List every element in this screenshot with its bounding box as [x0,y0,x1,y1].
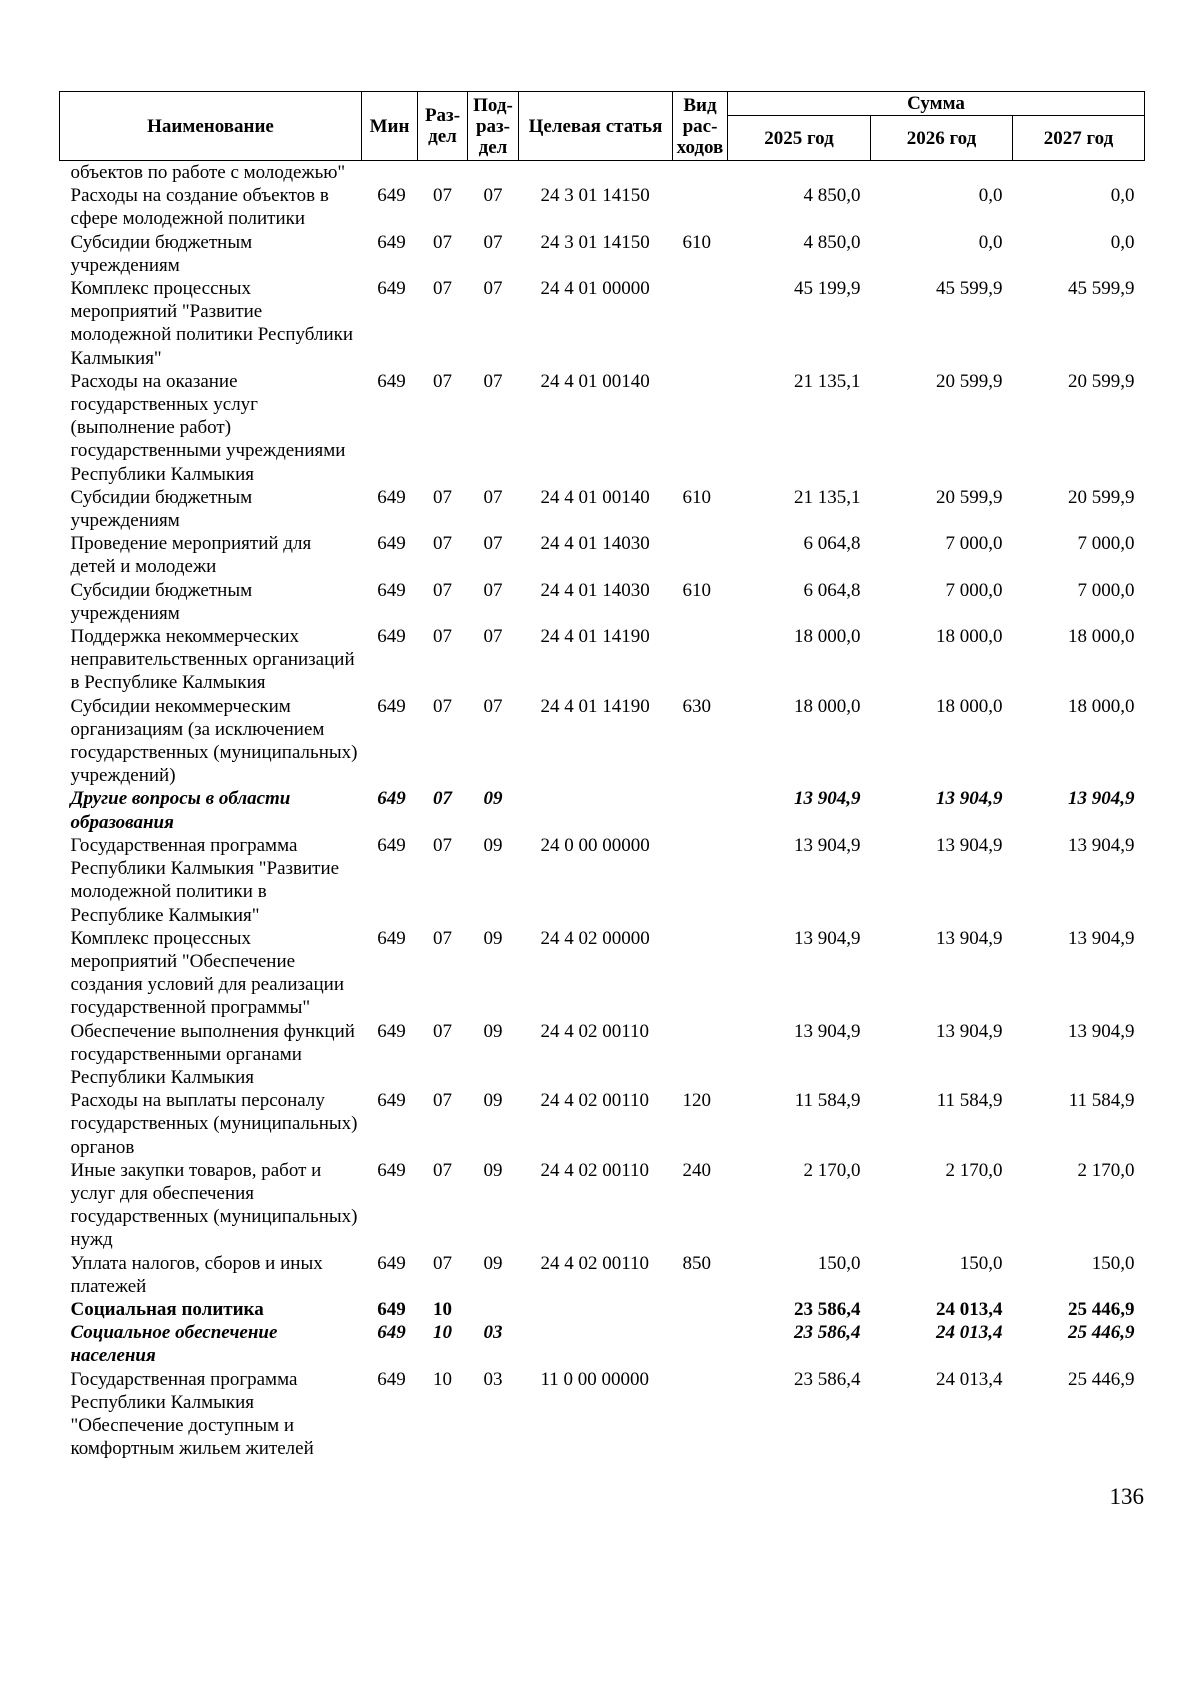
cell-name: Проведение мероприятий для детей и молодежи [70,533,312,578]
cell-podrazdel: 03 [483,1322,503,1344]
cell-2026: 7 000,0 [945,533,1003,555]
cell-podrazdel: 07 [483,231,503,253]
cell-celevaya-statya: 24 3 01 14150 [540,231,650,253]
table-row [60,1321,1145,1367]
cell-2027: 13 904,9 [1068,927,1135,949]
cell-razdel: 07 [433,834,452,856]
cell-celevaya-statya: 24 4 02 00110 [540,1020,650,1042]
cell-2027: 7 000,0 [1077,579,1135,601]
cell-vid-rashodov: 610 [682,231,711,253]
table-row [60,231,1145,277]
cell-podrazdel: 09 [483,1252,503,1274]
cell-name: Государственная программа Республики Калмыкия "Развитие молодежной политики в Республике Калмыкия" [70,834,340,926]
cell-min: 649 [377,278,406,300]
cell-razdel: 07 [433,1020,452,1042]
cell-name: Уплата налогов, сборов и иных платежей [70,1252,323,1297]
cell-2027: 45 599,9 [1068,278,1135,300]
cell-2025: 4 850,0 [803,231,861,253]
cell-razdel: 07 [433,278,452,300]
cell-celevaya-statya [519,1321,673,1367]
cell-2025: 23 586,4 [794,1322,861,1344]
table-row [60,370,1145,486]
cell-2027: 25 446,9 [1068,1298,1135,1320]
cell-podrazdel: 09 [483,834,503,856]
cell-name: Расходы на создание объектов в сфере молодежной политики [70,185,329,230]
cell-celevaya-statya: 24 4 02 00110 [540,1090,650,1112]
cell-2025: 18 000,0 [794,695,861,717]
table-header [60,92,1145,161]
cell-2026: 150,0 [959,1252,1003,1274]
cell-vid-rashodov: 630 [682,695,711,717]
budget-table [59,91,1145,1460]
cell-razdel: 07 [433,1159,452,1181]
cell-2025: 23 586,4 [794,1368,861,1390]
cell-name: Поддержка некоммерческих неправительственных организаций в Республике Калмыкия [70,626,355,694]
cell-name: Социальное обеспечение населения [70,1322,278,1367]
table-row [60,1020,1145,1090]
cell-celevaya-statya: 24 4 01 14030 [540,533,650,555]
cell-2026: 0,0 [978,185,1003,207]
cell-razdel: 07 [433,370,452,392]
cell-2025: 6 064,8 [803,533,861,555]
table-row [60,927,1145,1020]
cell-2025 [728,161,871,185]
cell-vid-rashodov [673,1020,728,1090]
cell-2026: 24 013,4 [936,1322,1003,1344]
cell-min: 649 [377,834,406,856]
cell-razdel: 07 [433,788,452,810]
cell-min: 649 [377,788,406,810]
cell-min: 649 [377,1159,406,1181]
cell-podrazdel [468,161,519,185]
table-row [60,532,1145,578]
cell-celevaya-statya: 24 4 01 00140 [540,486,650,508]
cell-name: Другие вопросы в области образования [70,788,291,833]
cell-celevaya-statya: 24 4 02 00000 [540,927,650,949]
cell-celevaya-statya: 24 4 01 00140 [540,370,650,392]
cell-2026: 20 599,9 [936,486,1003,508]
cell-2026: 13 904,9 [936,927,1003,949]
cell-2027: 2 170,0 [1077,1159,1135,1181]
cell-2025: 13 904,9 [794,1020,861,1042]
cell-min: 649 [377,1020,406,1042]
cell-2027: 18 000,0 [1068,626,1135,648]
cell-2027: 13 904,9 [1068,1020,1135,1042]
table-row [60,1089,1145,1159]
cell-2027 [1013,161,1145,185]
cell-name: Субсидии бюджетным учреждениям [70,579,253,624]
cell-razdel: 07 [433,1090,452,1112]
cell-vid-rashodov [673,184,728,230]
cell-2026 [871,161,1013,185]
cell-razdel: 07 [433,185,452,207]
cell-2026: 11 584,9 [936,1090,1003,1112]
cell-min: 649 [377,1322,406,1344]
cell-2025: 11 584,9 [794,1090,861,1112]
cell-razdel: 07 [433,626,452,648]
cell-2027: 7 000,0 [1077,533,1135,555]
cell-2027: 20 599,9 [1068,370,1135,392]
cell-vid-rashodov: 610 [682,579,711,601]
cell-razdel: 07 [433,579,452,601]
cell-razdel: 07 [433,486,452,508]
cell-min: 649 [377,185,406,207]
cell-podrazdel: 03 [483,1368,503,1390]
cell-razdel: 07 [433,231,452,253]
cell-razdel [418,161,468,185]
cell-celevaya-statya: 24 4 01 14190 [540,626,650,648]
cell-2025: 23 586,4 [794,1298,861,1320]
cell-2026: 18 000,0 [936,695,1003,717]
cell-celevaya-statya [519,161,673,185]
header-vid-rashodov: Вид рас-ходов [673,92,728,161]
cell-2027: 13 904,9 [1068,788,1135,810]
table-row [60,1159,1145,1252]
cell-min: 649 [377,1090,406,1112]
cell-podrazdel: 07 [483,278,503,300]
cell-min: 649 [377,695,406,717]
cell-2025: 150,0 [817,1252,861,1274]
cell-2027: 20 599,9 [1068,486,1135,508]
cell-celevaya-statya [519,1298,673,1321]
cell-2026: 45 599,9 [936,278,1003,300]
cell-name: Субсидии бюджетным учреждениям [70,486,253,532]
cell-vid-rashodov [673,625,728,695]
header-year-2025: 2025 год [728,116,871,161]
cell-min: 649 [377,927,406,949]
table-row [60,161,1145,185]
cell-min [362,161,418,185]
cell-razdel: 10 [433,1298,452,1320]
cell-podrazdel [468,1298,519,1321]
cell-podrazdel: 07 [483,579,503,601]
cell-razdel: 10 [433,1322,452,1344]
cell-name: Комплекс процессных мероприятий "Обеспечение создания условий для реализации государственной программы" [70,927,344,1019]
cell-vid-rashodov [673,927,728,1020]
cell-vid-rashodov: 120 [682,1090,711,1112]
cell-razdel: 07 [433,1252,452,1274]
cell-vid-rashodov [673,277,728,370]
cell-vid-rashodov [673,161,728,185]
cell-vid-rashodov [673,532,728,578]
table-row [60,1368,1145,1461]
cell-2026: 7 000,0 [945,579,1003,601]
cell-podrazdel: 07 [483,370,503,392]
cell-2026: 20 599,9 [936,370,1003,392]
table-row [60,695,1145,788]
cell-name: объектов по работе с молодежью" [70,162,346,183]
cell-vid-rashodov: 850 [682,1252,711,1274]
table-row [60,184,1145,230]
cell-2025: 13 904,9 [794,834,861,856]
cell-2026: 24 013,4 [936,1298,1003,1320]
cell-podrazdel: 07 [483,626,503,648]
header-summa: Сумма [728,92,1145,116]
table-row [60,787,1145,833]
cell-2026: 13 904,9 [936,834,1003,856]
cell-name: Государственная программа Республики Калмыкия "Обеспечение доступным и комфортным жильем жителей [70,1368,314,1460]
cell-celevaya-statya: 24 4 01 00000 [540,278,650,300]
cell-2026: 13 904,9 [936,1020,1003,1042]
cell-podrazdel: 09 [483,1020,503,1042]
header-min: Мин [362,92,418,161]
cell-2027: 13 904,9 [1068,834,1135,856]
cell-podrazdel: 09 [483,788,503,810]
cell-celevaya-statya: 24 4 01 14030 [540,579,650,601]
table-row [60,625,1145,695]
cell-vid-rashodov: 610 [682,486,711,508]
cell-vid-rashodov [673,787,728,833]
cell-2025: 45 199,9 [794,278,861,300]
cell-2027: 25 446,9 [1068,1368,1135,1390]
cell-2025: 2 170,0 [803,1159,861,1181]
cell-2027: 0,0 [1110,231,1135,253]
cell-2025: 6 064,8 [803,579,861,601]
cell-min: 649 [377,579,406,601]
cell-2027: 150,0 [1091,1252,1135,1274]
table-row [60,1298,1145,1321]
cell-vid-rashodov [673,1321,728,1367]
cell-2026: 13 904,9 [936,788,1003,810]
budget-table-page [59,91,1144,1460]
cell-2026: 0,0 [978,231,1003,253]
cell-vid-rashodov [673,834,728,927]
header-razdel: Раз-дел [418,92,468,161]
cell-2025: 21 135,1 [794,370,861,392]
cell-2025: 13 904,9 [794,788,861,810]
cell-2025: 13 904,9 [794,927,861,949]
cell-name: Иные закупки товаров, работ и услуг для обеспечения государственных (муниципальных) нужд [70,1159,358,1251]
table-row [60,486,1145,532]
cell-min: 649 [377,486,406,508]
cell-podrazdel: 09 [483,1159,503,1181]
cell-2026: 24 013,4 [936,1368,1003,1390]
cell-razdel: 07 [433,695,452,717]
cell-2027: 0,0 [1110,185,1135,207]
table-body [60,161,1145,1461]
cell-podrazdel: 09 [483,1090,503,1112]
cell-2027: 18 000,0 [1068,695,1135,717]
table-row [60,1252,1145,1298]
cell-min: 649 [377,1252,406,1274]
cell-podrazdel: 07 [483,533,503,555]
table-row [60,579,1145,625]
cell-podrazdel: 07 [483,185,503,207]
cell-celevaya-statya [519,787,673,833]
cell-2026: 2 170,0 [945,1159,1003,1181]
cell-2025: 21 135,1 [794,486,861,508]
cell-celevaya-statya: 24 4 02 00110 [540,1252,650,1274]
cell-min: 649 [377,370,406,392]
table-row [60,277,1145,370]
cell-celevaya-statya: 24 3 01 14150 [540,185,650,207]
cell-2026: 18 000,0 [936,626,1003,648]
header-year-2027: 2027 год [1013,116,1145,161]
cell-name: Социальная политика [70,1298,264,1320]
cell-podrazdel: 09 [483,927,503,949]
cell-razdel: 07 [433,927,452,949]
cell-name: Субсидии некоммерческим организациям (за исключением государственных (муниципальных) учреждений) [70,695,358,787]
cell-podrazdel: 07 [483,695,503,717]
cell-name: Субсидии бюджетным учреждениям [70,231,253,276]
header-name: Наименование [60,92,362,161]
cell-2025: 4 850,0 [803,185,861,207]
cell-name: Обеспечение выполнения функций государственными органами Республики Калмыкия [70,1020,355,1088]
cell-celevaya-statya: 11 0 00 00000 [540,1368,650,1390]
header-celevaya-statya: Целевая статья [519,92,673,161]
cell-2027: 25 446,9 [1068,1322,1135,1344]
cell-name: Расходы на выплаты персоналу государственных (муниципальных) органов [70,1090,358,1158]
cell-vid-rashodov: 240 [682,1159,711,1181]
cell-name: Комплекс процессных мероприятий "Развитие молодежной политики Республики Калмыкия" [70,278,354,369]
cell-celevaya-statya: 24 4 02 00110 [540,1159,650,1181]
cell-celevaya-statya: 24 4 01 14190 [540,695,650,717]
cell-min: 649 [377,1368,406,1390]
cell-vid-rashodov [673,370,728,486]
cell-2025: 18 000,0 [794,626,861,648]
cell-podrazdel: 07 [483,486,503,508]
cell-vid-rashodov [673,1368,728,1461]
cell-min: 649 [377,626,406,648]
cell-razdel: 07 [433,533,452,555]
table-row [60,834,1145,927]
cell-name: Расходы на оказание государственных услуг (выполнение работ) государственными учреждениями Республики Калмыкия [70,370,346,485]
cell-min: 649 [377,533,406,555]
cell-min: 649 [377,1298,406,1320]
header-year-2026: 2026 год [871,116,1013,161]
cell-celevaya-statya: 24 0 00 00000 [540,834,650,856]
header-podrazdel: Под-раз-дел [468,92,519,161]
cell-vid-rashodov [673,1298,728,1321]
page-number: 136 [1109,1484,1144,1509]
cell-2027: 11 584,9 [1068,1090,1135,1112]
cell-razdel: 10 [433,1368,452,1390]
cell-min: 649 [377,231,406,253]
